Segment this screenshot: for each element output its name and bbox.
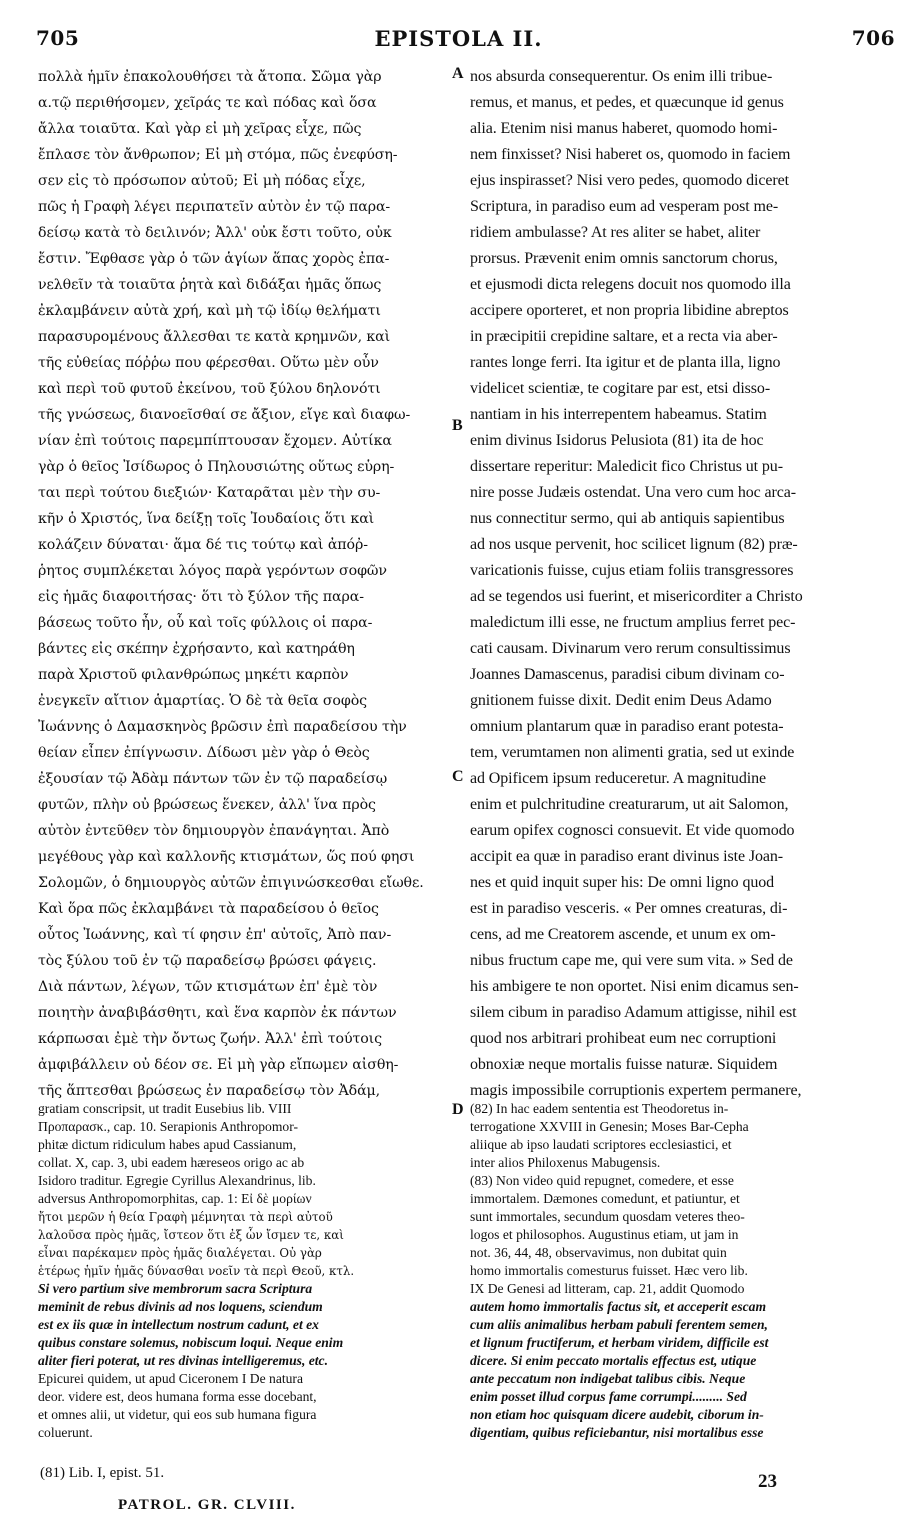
latin-text-line: cati causam. Divinarum vero rerum consultissimus [470,640,791,657]
greek-text-line: νελθεῖν τὰ τοιαῦτα ῥητὰ καὶ διδάξαι ἡμᾶς ὅπως [38,277,382,293]
greek-text-line: βάσεως τοῦτο ἦν, οὗ καὶ τοῖς φύλλοις οἱ παρα- [38,615,373,631]
footnote-line: meminit de rebus divinis ad nos loquens, sciendum [38,1299,323,1314]
greek-text-line: τὸς ξύλου τοῦ ἐν τῷ παραδείσῳ βρώσει φάγεις. [38,953,377,969]
greek-text-line: οὗτος Ἰωάννης, καὶ τί φησιν ἐπ' αὐτοῖς, Ἀπὸ παν- [38,927,392,943]
footnote-line: immortalem. Dæmones comedunt, et patiuntur, et [470,1191,740,1206]
footnote-line: dicere. Si enim peccato mortalis effectus est, utique [470,1353,757,1368]
greek-text-line: αὐτὸν ἐντεῦθεν τὸν δημιουργὸν ἐπανάγηται. Ἀπὸ [38,823,390,839]
latin-text-line: remus, et manus, et pedes, et quæcunque id genus [470,94,784,111]
footnote-line: ἤτοι μερῶν ἡ θεία Γραφὴ μέμνηται τὰ περὶ αὐτοῦ [38,1210,333,1224]
greek-text-line: α.τῷ περιθήσομεν, χεῖράς τε καὶ πόδας καὶ ὅσα [38,95,377,111]
footnote-81: (81) Lib. I, epist. 51. [40,1465,165,1481]
greek-text-line: τῆς εὐθείας πόῤῥω που φέρεσθαι. Οὕτω μὲν οὖν [38,355,379,371]
greek-text-column [38,64,460,1099]
footer-signature: PATROL. GR. CLVIII. [118,1497,296,1513]
latin-text-line: enim et pulchritudine creaturarum, ut ait Salomon, [470,796,789,813]
latin-text-line: maledictum illi esse, ne fructum amplius ferret pec- [470,614,796,631]
latin-text-line: nem finxisset? Nisi haberet os, quomodo in faciem [470,146,791,163]
footnote-line: digentiam, quibus reficiebantur, nisi mortalibus esse [470,1425,764,1440]
footnote-line: Epicurei quidem, ut apud Ciceronem I De natura [38,1371,303,1386]
latin-text-line: alia. Etenim nisi manus haberet, quomodo homi- [470,120,778,137]
footnote-line: aliique ab ipso laudati scriptores ecclesiastici, et [470,1137,732,1152]
greek-text-line: σεν εἰς τὸ πρόσωπον αὐτοῦ; Εἰ μὴ πόδας εἶχε, [38,173,366,189]
latin-text-line: prorsus. Prævenit enim omnis sanctorum chorus, [470,250,778,267]
greek-text-line: καὶ περὶ τοῦ φυτοῦ ἐκείνου, τοῦ ξύλου δηλονότι [38,381,381,397]
footnote-line: not. 36, 44, 48, observavimus, non dubitat quin [470,1245,727,1260]
greek-text-line: γὰρ ὁ θεῖος Ἰσίδωρος ὁ Πηλουσιώτης οὕτως εὑρη- [38,459,395,475]
latin-text-line: ad nos usque pervenit, hoc scilicet lignum (82) præ- [470,536,798,553]
footnote-line: ἑτέρως ἡμῖν ἡμᾶς δύνασθαι νοεῖν τὰ περὶ Θεοῦ, κτλ. [38,1264,355,1278]
footnotes-left-column [38,1100,452,1462]
greek-text-line: ἄλλα τοιαῦτα. Καὶ γὰρ εἰ μὴ χεῖρας εἶχε, πῶς [38,121,362,137]
page-number-right: 706 [851,26,895,50]
footnote-line: sunt immortales, secundum quosdam veteres theo- [470,1209,745,1224]
footnote-line: Si vero partium sive membrorum sacra Scriptura [38,1281,313,1296]
latin-text-line: silem cibum in paradiso Adamum attigisse, nihil est [470,1004,797,1021]
footnote-line: phitæ dictum ridiculum habes apud Cassianum, [38,1137,297,1152]
footnote-line: adversus Anthropomorphitas, cap. 1: Εἰ δὲ μορίων [38,1191,312,1206]
greek-text-line: ἐξουσίαν τῷ Ἀδὰμ πάντων τῶν ἐν τῷ παραδείσῳ [38,771,388,787]
latin-text-line: quod nos arbitrari prohibeat eum nec corruptioni [470,1030,777,1047]
latin-text-line: dissertare reperitur: Maledicit fico Christus ut pu- [470,458,783,475]
greek-text-line: Ἰωάννης ὁ Δαμασκηνὸς βρῶσιν ἐπὶ παραδείσου τὴν [38,719,407,735]
running-title: EPISTOLA II. [374,26,543,51]
latin-text-line: tem, verumtamen non alimenti gratia, sed ut exinde [470,744,795,761]
latin-text-line: ad Opificem ipsum reduceretur. A magnitudine [470,770,766,787]
margin-marker-a: A [452,65,464,82]
greek-text-line: φυτῶν, πλὴν οὐ βρώσεως ἕνεκεν, ἀλλ' ἵνα πρὸς [38,797,376,813]
greek-text-line: Σολομῶν, ὁ δημιουργὸς αὐτῶν ἐπιγινώσκεσθαι εἴωθε. [38,875,424,891]
footnote-line: cum aliis animalibus herbam pabuli ferentem semen, [470,1317,768,1332]
margin-marker-b: B [452,417,463,434]
latin-text-line: magis impossibile corruptionis expertem permanere, [470,1082,802,1099]
greek-text-line: βάντες εἰς σκέπην ἐχρήσαντο, καὶ κατηράθη [38,641,355,657]
latin-text-line: cens, ad me Creatorem ascende, et unum ex om- [470,926,776,943]
latin-text-line: enim divinus Isidorus Pelusiota (81) ita de hoc [470,432,764,449]
footnote-line: ante peccatum non indigebat talibus cibis. Neque [470,1371,746,1386]
footnote-line: et lignum fructiferum, et herbam viridem, difficile est [470,1335,769,1350]
latin-text-line: accipere oporteret, et non propria libidine abreptos [470,302,789,319]
greek-text-line: Διὰ πάντων, λέγων, τῶν κτισμάτων ἐπ' ἐμὲ τὸν [38,979,378,995]
greek-text-line: νίαν ἐπὶ τούτοις παρεμπίπτουσαν ἔχομεν. Αὐτίκα [38,433,392,449]
greek-text-line: παρασυρομένους ἄλλεσθαι τε κατὰ κρημνῶν, καὶ [38,329,391,345]
latin-text-line: nes et quid inquit super his: De omni ligno quod [470,874,775,891]
footnote-line: collat. X, cap. 3, ubi eadem hæreseos origo ac ab [38,1155,305,1170]
greek-text-line: παρὰ Χριστοῦ φιλανθρώπως μηκέτι καρπὸν [38,667,349,683]
footnote-line: inter alios Philoxenus Mabugensis. [470,1155,661,1170]
latin-text-line: nire posse Judæis ostendat. Una vero cum hoc arca- [470,484,797,501]
footnote-line: terrogatione XXVIII in Genesin; Moses Bar-Cepha [470,1119,749,1134]
footnote-line: IX De Genesi ad litteram, cap. 21, addit Quomodo [470,1281,745,1296]
footnote-line: enim posset illud corpus fame corrumpi......... Sed [470,1389,747,1404]
greek-text-line: ποιητὴν ἀναβιβάσθητι, καὶ ἕνα καρπὸν ἐκ πάντων [38,1005,397,1021]
margin-marker-c: C [452,768,464,785]
greek-text-line: κολάζειν δύναται· ἅμα δέ τις τούτῳ καὶ ἀπόῤ- [38,537,368,553]
latin-text-line: nibus fructum cape me, qui vere sum vita. » Sed de [470,952,793,969]
greek-text-line: ἐνεγκεῖν αἴτιον ἁμαρτίας. Ὁ δὲ τὰ θεῖα σοφὸς [38,693,367,709]
latin-text-line: Scriptura, in paradiso eum ad vesperam post me- [470,198,779,215]
latin-text-line: rantes longe ferri. Ita igitur et de planta illa, ligno [470,354,781,371]
footnote-line: non etiam hoc quisquam dicere audebit, ciborum in- [470,1407,764,1422]
sheet-number: 23 [758,1471,777,1492]
page-header [0,0,917,60]
greek-text-line: πολλὰ ἡμῖν ἐπακολουθήσει τὰ ἄτοπα. Σῶμα γὰρ [38,69,382,85]
greek-text-line: ἔστιν. Ἔφθασε γὰρ ὁ τῶν ἁγίων ἅπας χορὸς ἐπα- [38,251,390,267]
footnote-line: est ex iis quæ in intellectum nostrum cadunt, et ex [38,1317,319,1332]
greek-text-line: θείαν εἶπεν ἐπίγνωσιν. Δίδωσι μὲν γὰρ ὁ Θεὸς [38,745,370,761]
greek-text-line: τῆς γνώσεως, διανοεῖσθαί σε ἄξιον, εἴγε καὶ διαφω- [38,407,411,423]
footnote-line: coluerunt. [38,1425,93,1440]
latin-text-line: Joannes Damascenus, paradisi cibum divinam co- [470,666,785,683]
greek-text-line: τῆς ἅπτεσθαι βρώσεως ἐν παραδείσῳ τὸν Ἀδάμ, [38,1083,381,1099]
greek-text-line: ῥητος συμπλέκεται λόγος παρὰ γερόντων σοφῶν [38,563,387,579]
footnote-line: (83) Non video quid repugnet, comedere, et esse [470,1173,734,1188]
footnote-line: εἶναι παρέκαμεν πρὸς ἡμᾶς διαλέγεται. Οὐ γὰρ [38,1246,322,1260]
greek-text-line: μεγέθους γὰρ καὶ καλλονῆς κτισμάτων, ὥς πού φησι [38,849,415,865]
greek-text-line: εἰς ἡμᾶς διαφοιτήσας· ὅτι τὸ ξύλον τῆς παρα- [38,589,364,605]
margin-marker-d: D [452,1101,464,1118]
greek-text-line: ται περὶ τούτου διεξιών· Καταρᾶται μὲν τὴν συ- [38,485,381,501]
greek-text-line: Καὶ ὅρα πῶς ἐκλαμβάνει τὰ παραδείσου ὁ θεῖος [38,901,379,917]
footnote-line: homo immortalis comesturus fuisset. Hæc vero lib. [470,1263,748,1278]
footnote-line: et omnes alii, ut videtur, qui eos sub humana figura [38,1407,317,1422]
latin-text-line: et ejusmodi dicta relegens docuit nos quomodo illa [470,276,791,293]
footnote-line: logos et philosophos. Augustinus etiam, ut jam in [470,1227,739,1242]
latin-text-line: nos absurda consequerentur. Os enim illi tribue- [470,68,773,85]
latin-text-line: nus connectitur sermo, qui ab antiquis sapientibus [470,510,785,527]
latin-text-column [470,64,882,1099]
latin-text-line: omnium plantarum quæ in paradiso erant potesta- [470,718,784,735]
latin-text-line: accipit ea quæ in paradiso erant divinus iste Joan- [470,848,784,865]
latin-text-line: est in paradiso vesceris. « Per omnes creaturas, di- [470,900,788,917]
footnote-line: Isidoro traditur. Egregie Cyrillus Alexandrinus, lib. [38,1173,316,1188]
latin-text-line: in præcipitii crepidine saltare, et a recta via aber- [470,328,778,345]
greek-text-line: ἀμφιβάλλειν οὐ δέον σε. Εἰ μὴ γὰρ εἴπωμεν αἰσθη- [38,1057,399,1073]
latin-text-line: obnoxiæ neque mortalis fuisse naturæ. Siquidem [470,1056,778,1073]
footnote-line: Προπαρασκ., cap. 10. Serapionis Anthropomor- [38,1119,299,1134]
greek-text-line: πῶς ἡ Γραφὴ λέγει περιπατεῖν αὐτὸν ἐν τῷ παρα- [38,199,391,215]
greek-text-line: δείσῳ κατὰ τὸ δειλινόν; Ἀλλ' οὐκ ἔστι τοῦτο, οὐκ [38,225,392,241]
footnote-line: aliter fieri poterat, ut res divinas intelligeremus, etc. [38,1353,328,1368]
latin-text-line: varicationis fuisse, cujus etiam foliis transgressores [470,562,794,579]
greek-text-line: κῆν ὁ Χριστός, ἵνα δείξῃ τοῖς Ἰουδαίοις ὅτι καὶ [38,511,375,527]
footnotes-right-column [470,1100,882,1440]
footnote-line: gratiam conscripsit, ut tradit Eusebius lib. VIII [38,1101,292,1116]
greek-text-line: κάρπωσαι ἐμὲ τὴν ὄντως ζωήν. Ἀλλ' ἐπὶ τούτοις [38,1031,382,1047]
latin-text-line: ridiem ambulasse? At res aliter se habet, aliter [470,224,761,241]
footnote-line: λαλοῦσα πρὸς ἡμᾶς, ἴστεον ὅτι ἐξ ὧν ἴσμεν τε, καὶ [38,1228,344,1242]
footnote-line: (82) In hac eadem sententia est Theodoretus in- [470,1101,729,1116]
latin-text-line: earum opifex cognosci consuevit. Et vide quomodo [470,822,795,839]
greek-text-line: ἔπλασε τὸν ἄνθρωπον; Εἰ μὴ στόμα, πῶς ἐνεφύση- [38,147,398,163]
footnote-line: quibus constare solemus, nobiscum loqui. Neque enim [38,1335,344,1350]
latin-text-line: videlicet scientiæ, te cogitare par est, etsi disso- [470,380,771,397]
latin-text-line: ad se tegendos usi fuerint, et misericorditer a Christo [470,588,803,605]
latin-text-line: ejus inspirasset? Nisi vero pedes, quomodo diceret [470,172,789,189]
footnote-line: autem homo immortalis factus sit, et acceperit escam [470,1299,767,1314]
greek-text-line: ἐκλαμβάνειν αὐτὰ χρή, καὶ μὴ τῷ ἰδίῳ θελήματι [38,303,381,319]
footnote-line: deor. videre est, deos humana forma esse docebant, [38,1389,317,1404]
latin-text-line: nantiam in his interrepentem habeamus. Statim [470,406,767,423]
page-number-left: 705 [36,26,80,50]
latin-text-line: his ambigere te non oportet. Nisi enim dicamus sen- [470,978,799,995]
latin-text-line: gnitionem fuisse dixit. Dedit enim Deus Adamo [470,692,772,709]
